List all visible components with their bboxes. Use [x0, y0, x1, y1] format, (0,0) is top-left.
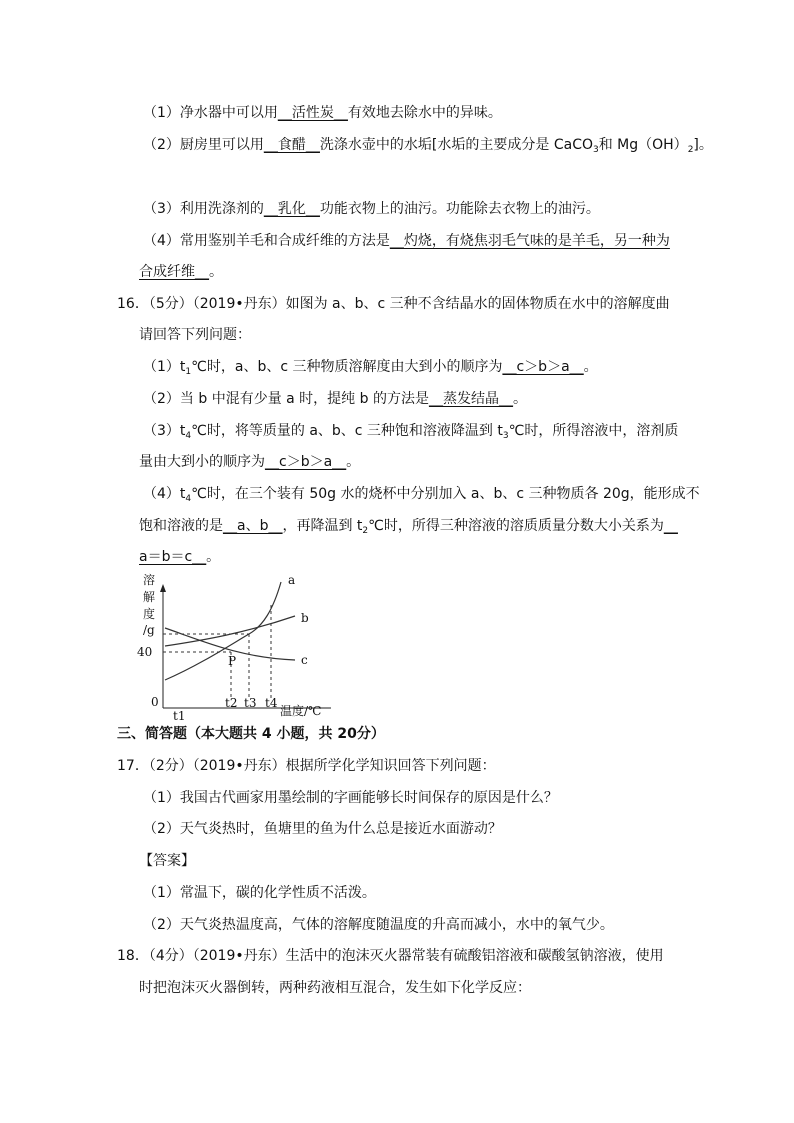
q15-part4-cont: 合成纤维__。 — [139, 264, 223, 280]
y-label-2: 解 — [143, 590, 156, 604]
q16-part3: $(3)t_4℃$时，将等质量的 a、b、c 三种饱和溶液降温到 $t_3℃$时，所得溶液中，溶剂质 — [143, 423, 679, 441]
y-axis-arrow-icon — [160, 584, 166, 592]
q16-part4-cont2: a＝b＝c__。 — [139, 549, 221, 565]
point-p-label: P — [228, 654, 237, 668]
q18-heading-cont: 时把泡沫灭火器倒转，两种药液相互混合，发生如下化学反应： — [139, 980, 531, 996]
x-tick-t3: t3 — [244, 696, 257, 710]
curve-label-a: a — [288, 573, 296, 587]
q17-heading: 17．（2分）（2019•丹东）根据所学化学知识回答下列问题： — [117, 758, 496, 774]
x-tick-t2: t2 — [225, 696, 238, 710]
answer-blank: __c＞b＞a__ — [502, 359, 584, 375]
solubility-curve-figure — [137, 570, 335, 723]
answer-blank: __乳化__ — [263, 201, 320, 217]
q15-part4: （4）常用鉴别羊毛和合成纤维的方法是__灼烧，有烧焦羽毛气味的是羊毛，另一种为 — [143, 233, 670, 249]
y-tick-40: 40 — [137, 645, 153, 659]
q15-part1: （1）净水器中可以用__活性炭__有效地去除水中的异味。 — [143, 105, 502, 121]
curve-label-b: b — [301, 611, 309, 625]
x-tick-t4: t4 — [265, 696, 278, 710]
y-label-1: 溶 — [143, 573, 156, 587]
q16-part4-cont: 饱和溶液的是__a、b__，再降温到 $t_2℃$时，所得三种溶液的溶质质量分数大小关系为__ — [139, 518, 678, 536]
q18-heading: 18．（4分）（2019•丹东）生活中的泡沫灭火器常装有硫酸铝溶液和碳酸氢钠溶液，使用 — [117, 948, 664, 964]
y-label-4: /g — [143, 623, 155, 637]
x-tick-t1: t1 — [173, 709, 186, 723]
answer-blank: 合成纤维__ — [139, 264, 209, 280]
q16-heading-cont: 请回答下列问题： — [139, 327, 251, 343]
q16-part2: （2）当 b 中混有少量 a 时，提纯 b 的方法是__蒸发结晶__。 — [143, 391, 527, 407]
answer-blank: __c＞b＞a__ — [265, 454, 347, 470]
y-label-3: 度 — [143, 607, 156, 621]
section-title: 三、简答题（本大题共 4 小题，共 20分） — [117, 726, 385, 742]
answer-blank: __ — [663, 518, 678, 534]
q16-part3-cont: 量由大到小的顺序为__c＞b＞a__。 — [139, 454, 361, 470]
answer-blank: __蒸发结晶__ — [428, 391, 513, 407]
answer-blank: __食醋__ — [263, 137, 320, 153]
q15-part3: （3）利用洗涤剂的__乳化__功能衣物上的油污。功能除去衣物上的油污。 — [143, 201, 600, 217]
q15-part2: （2）厨房里可以用__食醋__洗涤水壶中的水垢[水垢的主要成分是 CaCO$_3$和 $Mg(OH)_2$]。 — [143, 137, 713, 155]
answer-tag: 【答案】 — [139, 853, 195, 869]
q17-part1: （1）我国古代画家用墨绘制的字画能够长时间保存的原因是什么？ — [143, 790, 558, 806]
q16-part4: $(4)t_4℃$时，在三个装有 50g 水的烧杯中分别加入 a、b、c 三种物质各 20g，能形成不 — [143, 486, 700, 504]
answer-blank: __a、b__ — [223, 518, 283, 534]
x-axis-label: 温度/℃ — [280, 704, 322, 718]
curve-a — [165, 582, 281, 680]
curve-b — [165, 616, 295, 646]
answer-blank: a＝b＝c__ — [139, 549, 207, 565]
curve-label-c: c — [301, 653, 308, 667]
q17-answer2: （2）天气炎热温度高，气体的溶解度随温度的升高而减小，水中的氧气少。 — [143, 917, 614, 933]
q17-answer1: （1）常温下，碳的化学性质不活泼。 — [143, 885, 376, 901]
q17-part2: （2）天气炎热时，鱼塘里的鱼为什么总是接近水面游动？ — [143, 821, 502, 837]
answer-blank: __灼烧，有烧焦羽毛气味的是羊毛，另一种为 — [389, 233, 670, 249]
answer-blank: __活性炭__ — [277, 105, 348, 121]
origin-label: 0 — [151, 695, 159, 709]
q16-part1: $(1)t_1℃$时，a、b、c 三种物质溶解度由大到小的顺序为__c＞b＞a__。 — [143, 359, 598, 377]
q16-heading: 16．（5分）（2019•丹东）如图为 a、b、c 三种不含结晶水的固体物质在水中的溶解度曲 — [117, 296, 670, 312]
